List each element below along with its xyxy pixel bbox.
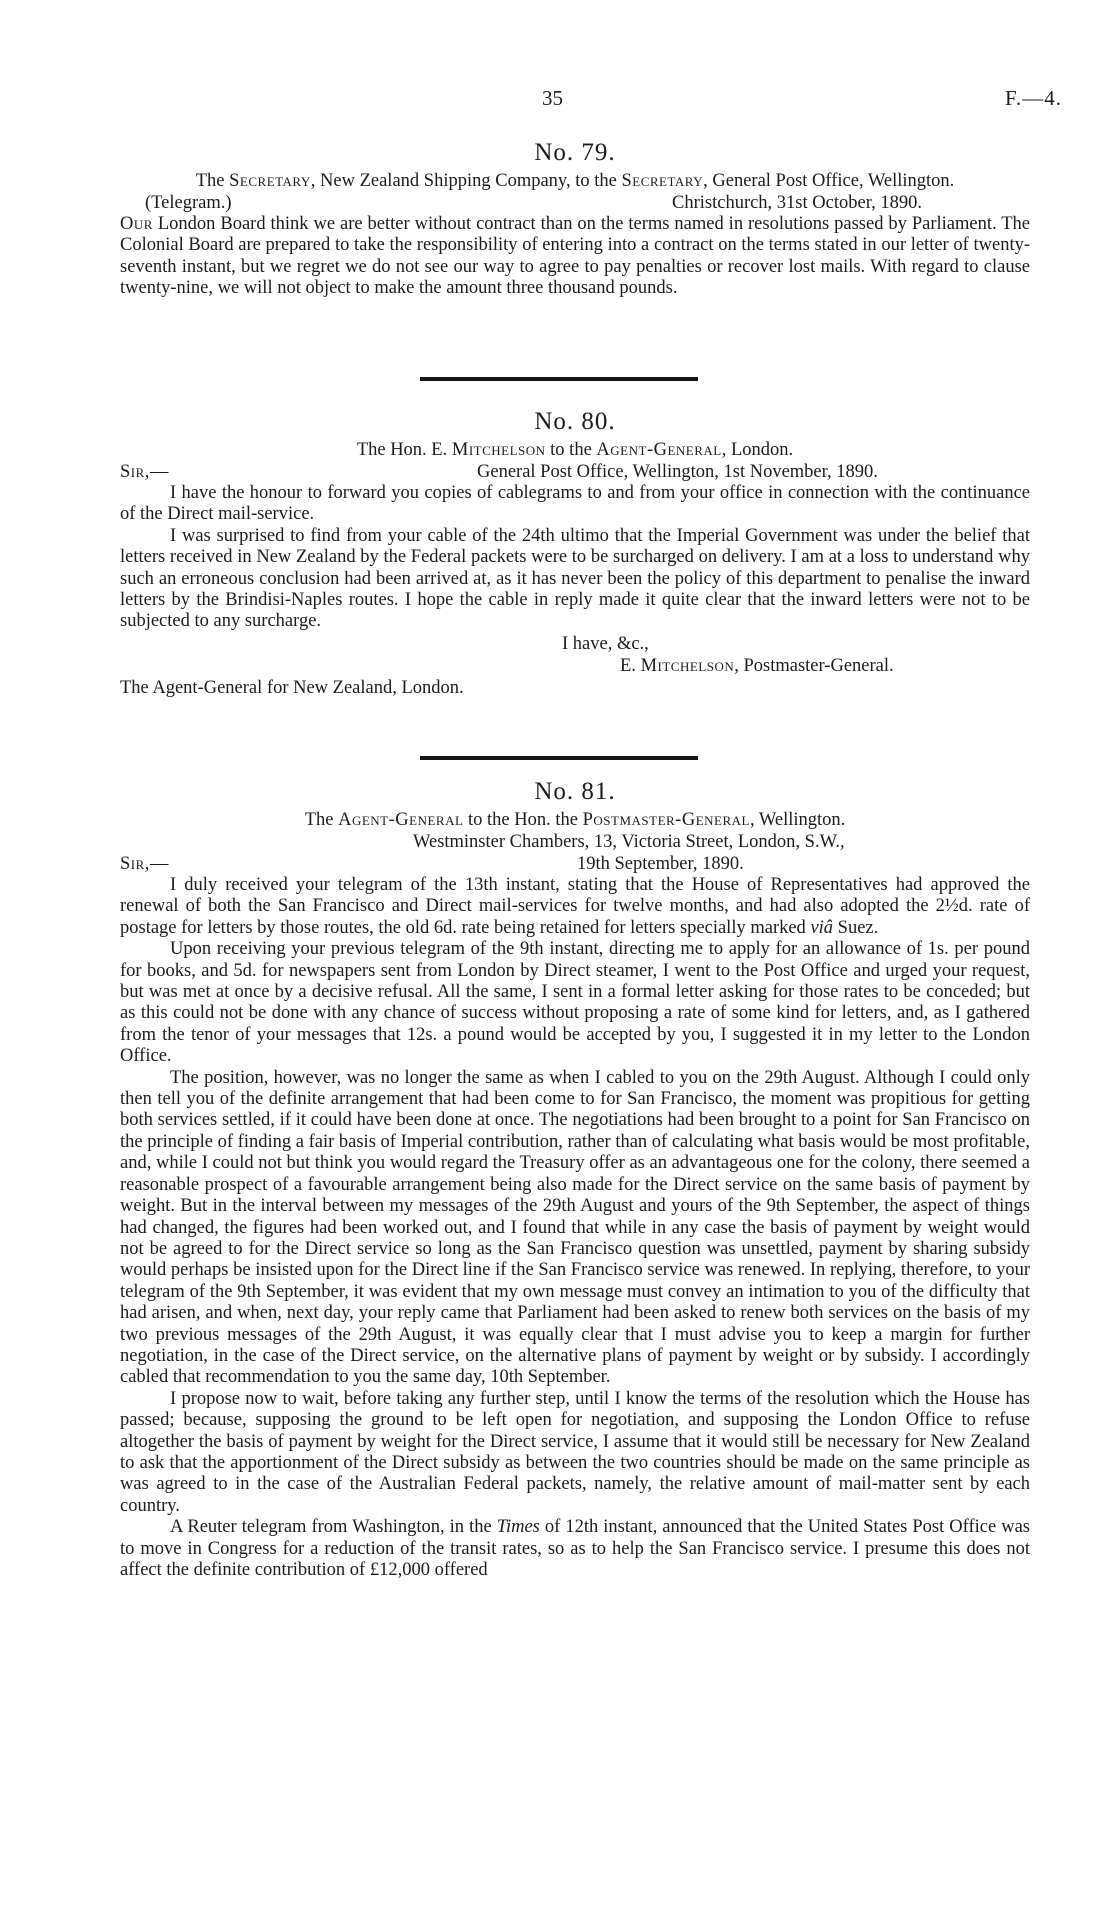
salutation: Sir,— xyxy=(120,854,169,874)
section-divider xyxy=(420,756,698,760)
parliamentary-reference: F.—4. xyxy=(1005,86,1062,110)
telegram-label: (Telegram.) xyxy=(145,193,232,213)
document-number: No. 81. xyxy=(534,778,616,805)
salutation-line xyxy=(120,853,1030,875)
place-date: Christchurch, 31st October, 1890. xyxy=(672,193,922,213)
paragraph: I propose now to wait, before taking any further step, until I know the terms of the resolution which the House has passed; because, supposing the ground to be left open for negotiation, and supposing the London Office to refuse altogether the basis of payment by weight for the Direct service, I assume that it would still be necessary for New Zealand to ask that the apportionment of the Direct subsidy as between the two countries should be made on the same principle as was agreed to in the case of the Australian Federal packets, namely, the relative amount of mail-matter sent by each country. xyxy=(120,1388,1030,1516)
paragraph: A Reuter telegram from Washington, in the Times of 12th instant, announced that the United States Post Office was to move in Congress for a reduction of the transit rates, so as to help the San Francisco service. I presume this does not affect the definite contribution of £12,000 offered xyxy=(120,1517,1030,1580)
closing-line xyxy=(120,633,1030,655)
signature: E. Mitchelson, Postmaster-General. xyxy=(620,655,894,676)
salutation: Sir,— xyxy=(120,462,169,482)
paragraph: I was surprised to find from your cable of the 24th ultimo that the Imperial Government was under the belief that letters received in New Zealand by the Federal packets were to be surcharged on delivery. I am at a loss to understand why such an erroneous conclusion had been arrived at, as it has never been the policy of this department to penalise the inward letters by the Brindisi-Naples routes. I hope the cable in reply made it quite clear that the inward letters were not to be subjected to any surcharge. xyxy=(120,525,1030,632)
document-heading: The Agent-General to the Hon. the Postmaster-General, Wellington. xyxy=(304,810,846,830)
closing: I have, &c., xyxy=(562,633,649,654)
document-81 xyxy=(120,777,1030,1581)
document-79 xyxy=(120,138,1030,300)
telegram-body: Our London Board think we are better without contract than on the terms named in resolutions passed by Parliament. The Colonial Board are prepared to take the responsibility of entering into a contract on the terms stated in our letter of twenty-seventh instant, but we regret we do not see our way to agree to pay penalties or recover lost mails. With regard to clause twenty-nine, we will not object to make the amount three thousand pounds. xyxy=(120,214,1030,299)
document-number: No. 80. xyxy=(534,408,616,435)
address-line xyxy=(120,831,1030,853)
paragraph: I have the honour to forward you copies of cablegrams to and from your office in connection with the continuance of the Direct mail-service. xyxy=(120,483,1030,525)
section-divider xyxy=(420,377,698,381)
addressee: The Agent-General for New Zealand, London. xyxy=(120,677,464,698)
telegram-line xyxy=(120,192,1030,214)
page-header xyxy=(0,86,1114,116)
paragraph: The position, however, was no longer the same as when I cabled to you on the 29th August. Although I could only then tell you of the definite arrangement that had been come to for San Francisco, the moment was propitious for getting both services settled, if it could have been done at once. The negotiations had been brought to a point for San Francisco on the principle of finding a fair basis of Imperial contribution, rather than of calculating what basis would be most profitable, and, while I could not but think you would regard the Treasury offer as an advantageous one for the colony, there seemed a reasonable prospect of a favourable arrangement being also made for the Direct service on the same basis of payment by weight. But in the interval between my messages of the 29th August and yours of the 9th September, the aspect of things had changed, the figures had been worked out, and I found that while in any case the basis of payment by weight would not be agreed to for the Direct service so long as the San Francisco question was unsettled, payment by sharing subsidy would perhaps be insisted upon for the Direct line if the San Francisco service was renewed. In replying, therefore, to your telegram of the 9th September, it was evident that my own message must convey an intimation to you of the difficulty that had arisen, and when, next day, your reply came that Parliament had been asked to renew both services on the basis of my two previous messages of the 29th August, it was equally clear that I must advise you to keep a margin for further negotiation, in the case of the Direct service, on the alternative plans of payment by weight or by subsidy. I accordingly cabled that recommendation to you the same day, 10th September. xyxy=(120,1067,1030,1388)
sender-address: Westminster Chambers, 13, Victoria Street, London, S.W., xyxy=(413,832,845,852)
paragraph: I duly received your telegram of the 13th instant, stating that the House of Representatives had approved the renewal of both the San Francisco and Direct mail-services for twelve months, and had also adopted the 2½d. rate of postage for letters by those routes, the old 6d. rate being retained for letters specially marked viâ Suez. xyxy=(120,875,1030,938)
signature-line xyxy=(120,655,1030,677)
document-number: No. 79. xyxy=(534,139,616,166)
place-date: General Post Office, Wellington, 1st November, 1890. xyxy=(477,462,878,482)
paragraph: Upon receiving your previous telegram of the 9th instant, directing me to apply for an allowance of 1s. per pound for books, and 5d. for newspapers sent from London by Direct steamer, I went to the Post Office and urged your request, but was met at once by a decisive refusal. All the same, I sent in a formal letter asking for those rates to be conceded; but as this could not be done with any chance of success without proposing a rate of some kind for letters, and, as I gathered from the tenor of your messages that 12s. a pound would be accepted by you, I suggested it in my letter to the London Office. xyxy=(120,939,1030,1067)
document-80 xyxy=(120,407,1030,699)
addressee-line xyxy=(120,677,1030,699)
salutation-line xyxy=(120,461,1030,483)
document-heading: The Hon. E. Mitchelson to the Agent-General, London. xyxy=(356,440,794,460)
page-number: 35 xyxy=(542,86,563,110)
document-heading: The Secretary, New Zealand Shipping Company, to the Secretary, General Post Office, Wellington. xyxy=(195,171,955,191)
letter-date: 19th September, 1890. xyxy=(577,854,744,874)
